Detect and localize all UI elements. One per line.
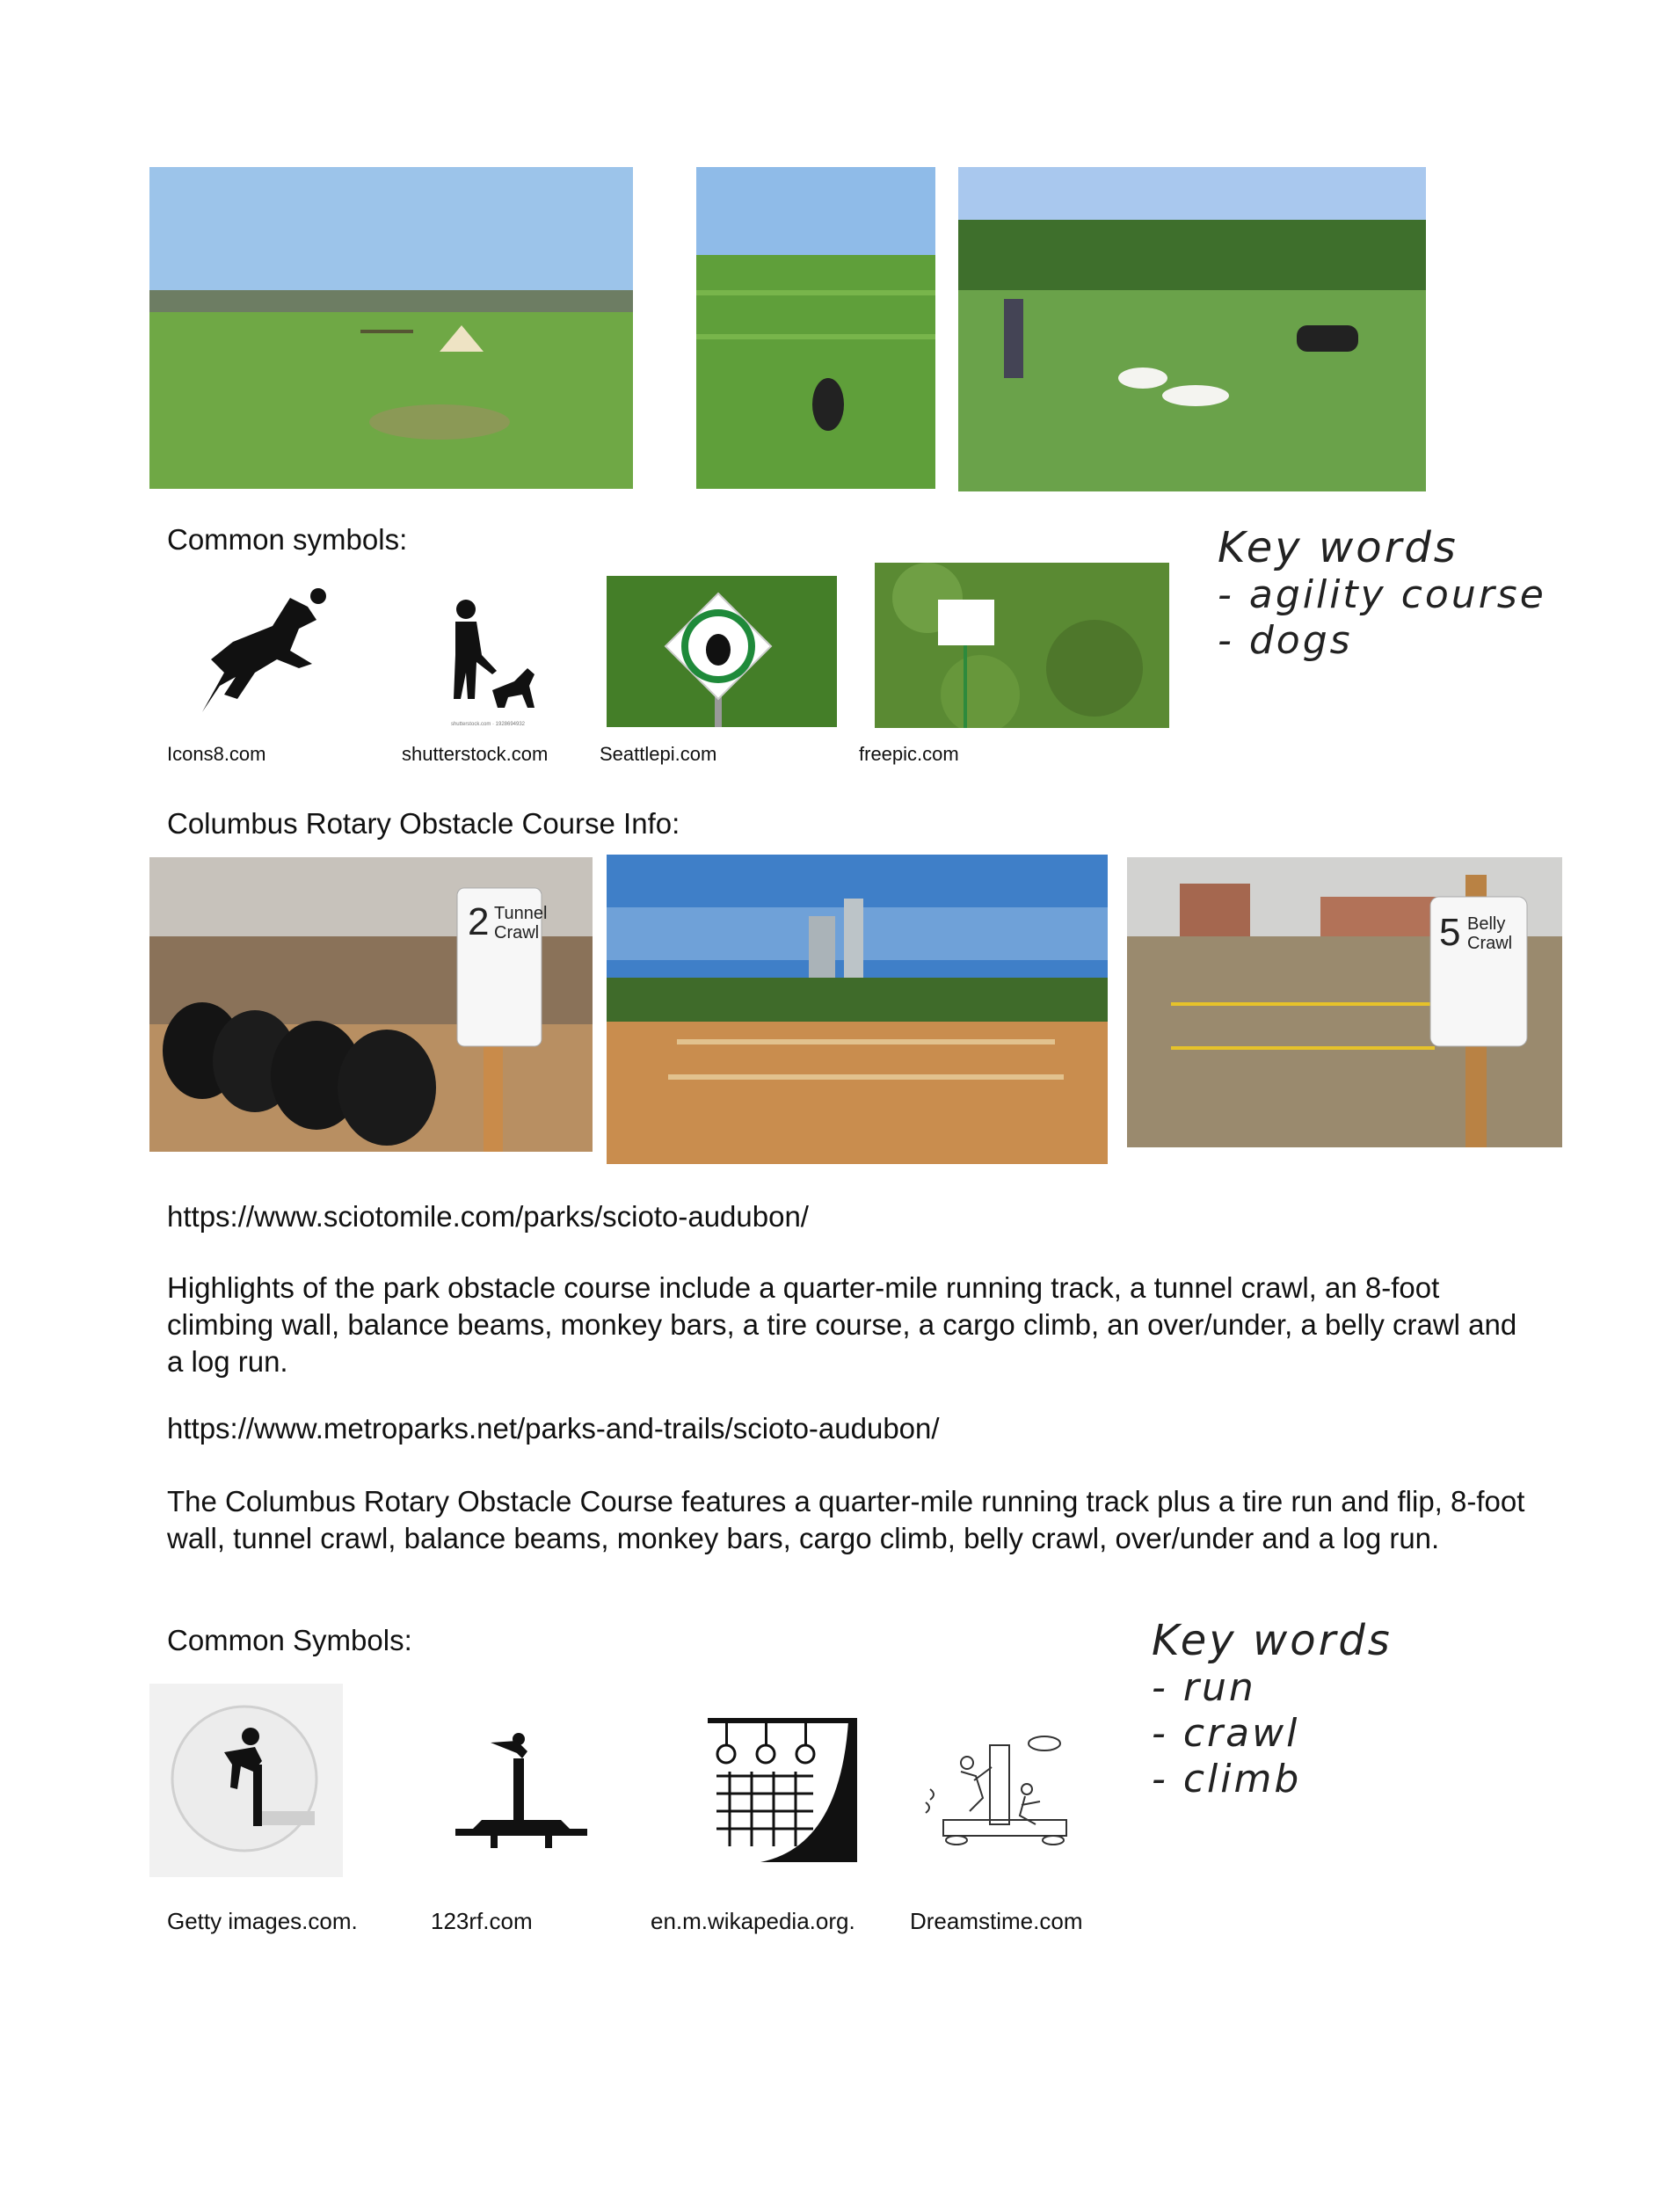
keyword-item: - climb bbox=[1152, 1757, 1302, 1801]
person-walking-dog-icon bbox=[431, 593, 545, 730]
no-dogs-sign-photo bbox=[607, 576, 837, 727]
credit-123rf: 123rf.com bbox=[431, 1908, 533, 1934]
credit-seattlepi: Seattlepi.com bbox=[600, 743, 717, 765]
sign-number: 5 bbox=[1439, 911, 1461, 954]
common-symbols-heading-2: Common Symbols: bbox=[167, 1624, 412, 1656]
sign-line1: Belly bbox=[1467, 914, 1506, 934]
monkey-bars-cargo-net-icon bbox=[708, 1714, 857, 1862]
dog-park-photo-3 bbox=[958, 167, 1426, 491]
dog-sign-bush-photo bbox=[875, 563, 1169, 728]
credit-dreamstime: Dreamstime.com bbox=[910, 1908, 1083, 1934]
sciotomile-paragraph: Highlights of the park obstacle course include a quarter-mile running track, a tunnel crawl, an 8-foot climbing wall, balance beams, monkey bars, a tire course, a cargo climb, an over/under, a belly crawl and a log run. bbox=[167, 1271, 1517, 1378]
keywords-note-2 bbox=[1152, 1616, 1393, 1802]
keyword-item: - dogs bbox=[1218, 618, 1353, 663]
climbing-person-icon bbox=[149, 1684, 343, 1877]
credit-wikipedia: en.m.wikapedia.org. bbox=[651, 1908, 855, 1934]
sign-line1: Tunnel bbox=[494, 904, 548, 923]
shutterstock-watermark: shutterstock.com · 1928694932 bbox=[450, 722, 526, 727]
dog-park-photo-1 bbox=[149, 167, 633, 489]
sign-line2: Crawl bbox=[494, 923, 540, 943]
keyword-item: - crawl bbox=[1152, 1711, 1300, 1756]
credit-getty: Getty images.com. bbox=[167, 1908, 358, 1934]
jumping-dog-icon bbox=[185, 580, 334, 721]
tunnel-crawl-photo bbox=[149, 857, 593, 1152]
sign-number: 2 bbox=[468, 900, 490, 943]
metroparks-paragraph: The Columbus Rotary Obstacle Course features a quarter-mile running track plus a tire run and flip, 8-foot wall, tunnel crawl, balance beams, monkey bars, cargo climb, belly crawl, over/under and a log run. bbox=[167, 1485, 1525, 1554]
obstacle-course-sketch-icon bbox=[921, 1728, 1084, 1851]
metroparks-link[interactable]: https://www.metroparks.net/parks-and-trails/scioto-audubon/ bbox=[167, 1412, 940, 1445]
keyword-item: - agility course bbox=[1218, 572, 1546, 617]
credit-freepic: freepic.com bbox=[859, 743, 959, 765]
credit-shutterstock: shutterstock.com bbox=[402, 743, 549, 765]
belly-crawl-photo bbox=[1127, 857, 1562, 1147]
obstacle-course-info-heading: Columbus Rotary Obstacle Course Info: bbox=[167, 807, 680, 840]
sign-line2: Crawl bbox=[1467, 934, 1513, 953]
credit-icons8: Icons8.com bbox=[167, 743, 266, 765]
keyword-item: - run bbox=[1152, 1665, 1256, 1710]
keywords-note-1 bbox=[1218, 523, 1546, 664]
wall-climb-icon bbox=[455, 1732, 587, 1851]
dog-park-photo-2 bbox=[696, 167, 935, 489]
sciotomile-link[interactable]: https://www.sciotomile.com/parks/scioto-audubon/ bbox=[167, 1200, 809, 1233]
common-symbols-heading: Common symbols: bbox=[167, 523, 408, 556]
balance-beams-photo bbox=[607, 855, 1108, 1164]
keywords-title: Key words bbox=[1218, 523, 1458, 572]
keywords-title: Key words bbox=[1152, 1616, 1393, 1665]
